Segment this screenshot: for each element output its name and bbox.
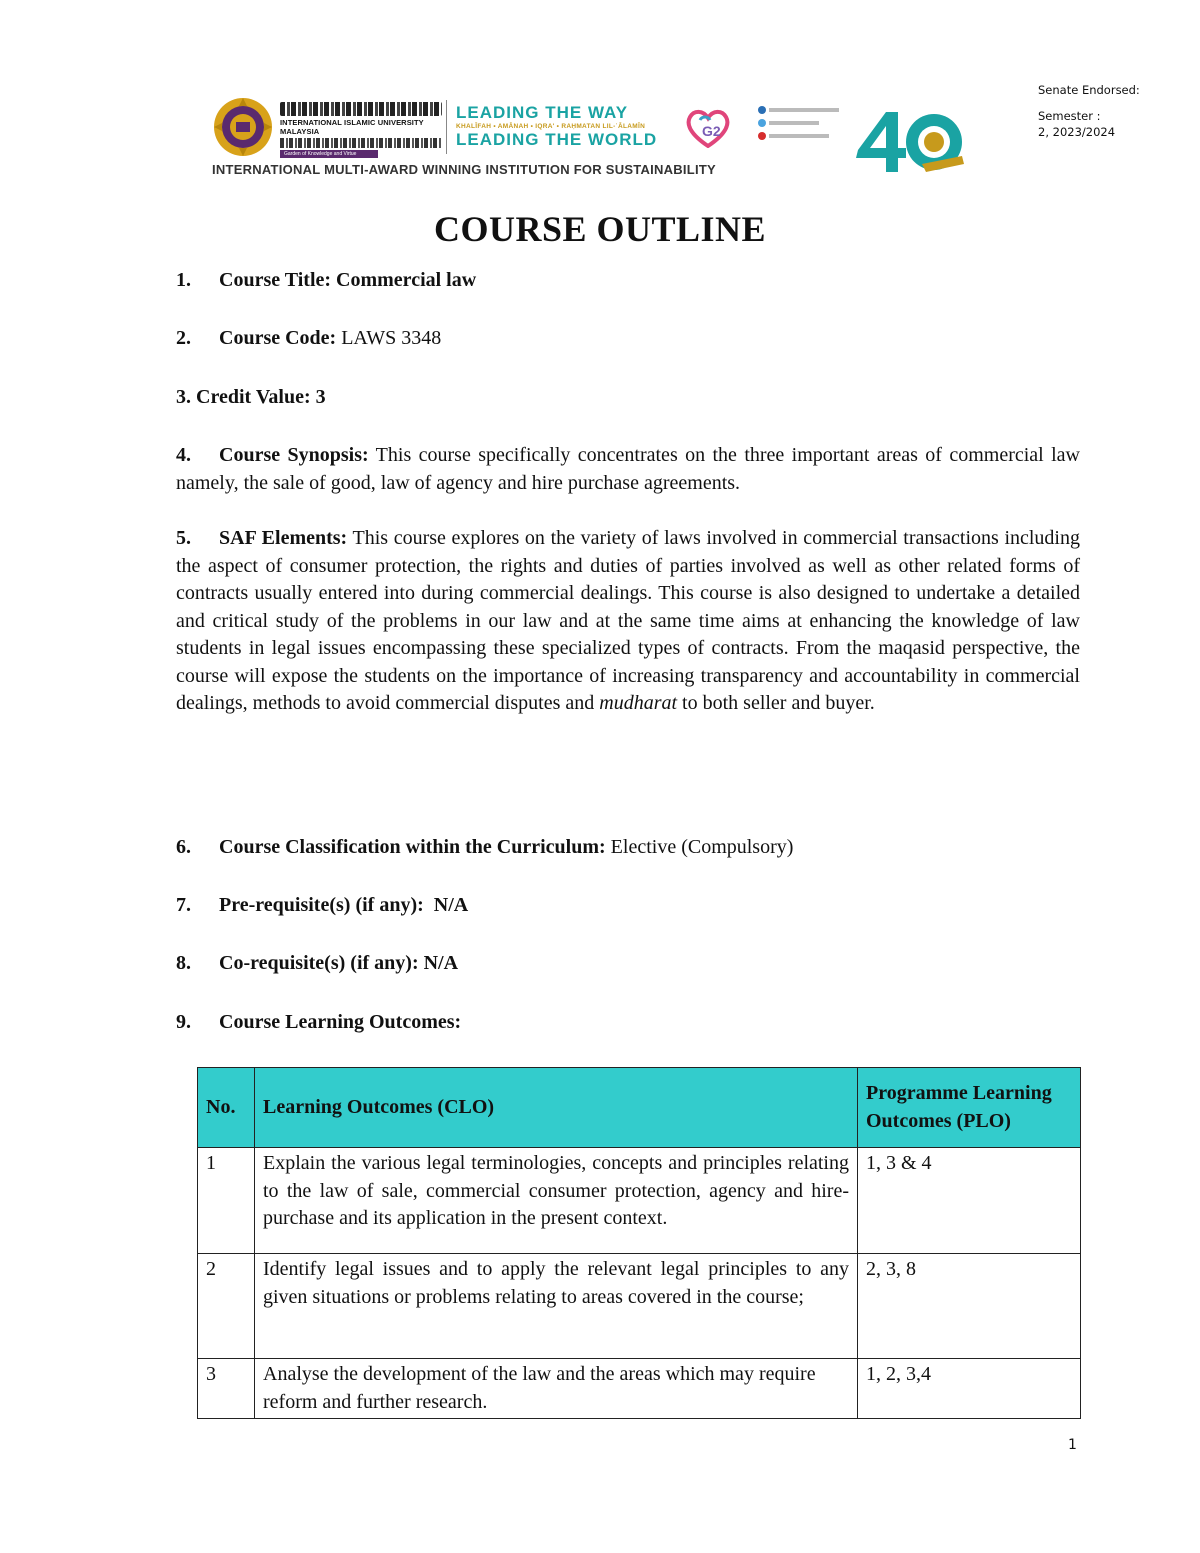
item-course-synopsis: [176, 442, 1080, 497]
classification-value: Elective (Compulsory): [605, 836, 794, 858]
banner-divider: [446, 100, 447, 154]
university-name-en: INTERNATIONAL ISLAMIC UNIVERSITY MALAYSIA: [280, 118, 424, 136]
table-row: [198, 1148, 1081, 1254]
item-credit-value: [176, 384, 1080, 412]
learning-outcomes-label: Course Learning Outcomes:: [219, 1011, 462, 1033]
item-number: 7.: [176, 894, 191, 916]
item-number: 9.: [176, 1011, 191, 1033]
table-header-row: [198, 1068, 1081, 1148]
leading-slogan: [456, 104, 657, 149]
partner-logos: [758, 106, 854, 148]
iium-emblem-icon: [212, 96, 274, 158]
item-number: 1.: [176, 269, 191, 291]
senate-endorsed-label: Senate Endorsed:: [1038, 83, 1140, 97]
row-no: 1: [198, 1148, 255, 1254]
credit-value: 3. Credit Value: 3: [176, 386, 326, 408]
row-clo: Analyse the development of the law and the areas which may require reform and further research.: [255, 1359, 858, 1419]
core-values: KHALĪFAH • AMĀNAH • IQRA' • RAḤMATAN LIL-ʿĀLAMĪN: [456, 123, 646, 130]
saf-text-end: to both seller and buyer.: [677, 692, 875, 714]
course-title: Course Title: Commercial law: [219, 269, 477, 291]
document-title: COURSE OUTLINE: [433, 209, 767, 249]
item-number: 4.: [176, 444, 191, 466]
saf-label: SAF Elements:: [219, 527, 348, 549]
row-no: 2: [198, 1254, 255, 1359]
item-saf-elements: [176, 525, 1080, 718]
arabic-name-graphic: [280, 102, 442, 116]
item-learning-outcomes: [176, 1009, 1080, 1037]
table-row: [198, 1254, 1081, 1359]
course-code-label: Course Code:: [219, 327, 337, 349]
course-code-value: LAWS 3348: [336, 327, 442, 349]
row-no: 3: [198, 1359, 255, 1419]
clo-table: [197, 1067, 1081, 1419]
g2-heart-icon: [686, 108, 730, 148]
item-number: 5.: [176, 527, 191, 549]
semester-label: Semester :: [1038, 109, 1101, 123]
institution-tagline: INTERNATIONAL MULTI-AWARD WINNING INSTITUTION FOR SUSTAINABILITY: [212, 162, 716, 177]
header-clo: Learning Outcomes (CLO): [255, 1068, 858, 1148]
prerequisite: Pre-requisite(s) (if any): N/A: [219, 894, 469, 916]
classification-label: Course Classification within the Curriculum:: [219, 836, 606, 858]
row-plo: 1, 3 & 4: [858, 1148, 1081, 1254]
synopsis-text: This course specifically concentrates on the three important areas of commercial law namely, the sale of good, law of agency and hire purchase agreements.: [176, 444, 1081, 494]
semester-value: 2, 2023/2024: [1038, 125, 1116, 139]
page-number: 1: [1068, 1437, 1077, 1453]
header-no: No.: [198, 1068, 255, 1148]
row-clo: Explain the various legal terminologies, concepts and principles relating to the law of sale, commercial consumer protection, agency and hire-purchase and its application in the present context.: [255, 1148, 858, 1254]
item-number: 8.: [176, 952, 191, 974]
row-plo: 1, 2, 3,4: [858, 1359, 1081, 1419]
item-number: 6.: [176, 836, 191, 858]
item-prerequisite: [176, 892, 1080, 920]
university-tagline: Garden of Knowledge and Virtue: [280, 150, 378, 158]
svg-text:G2: G2: [702, 123, 721, 139]
item-course-code: [176, 325, 1080, 353]
senate-endorsement: [1038, 82, 1140, 140]
item-course-classification: [176, 834, 1080, 862]
corequisite: Co-requisite(s) (if any): N/A: [219, 952, 459, 974]
table-row: [198, 1359, 1081, 1419]
university-name-block: [280, 102, 442, 157]
leading-the-way: LEADING THE WAY: [456, 103, 629, 122]
saf-italic-term: mudharat: [599, 692, 678, 714]
malay-jawi-name-graphic: [280, 138, 442, 148]
saf-text: This course explores on the variety of laws involved in commercial transactions including the aspect of consumer protection, the rights and duties of parties involved as well as other related forms of contracts usually entered into during commercial dealings. This course is also designed to undertake a detailed and critical study of the problems in our law and at the same time aims at enhancing the knowledge of law students in legal issues encompassing these specialized types of contracts. From the maqasid perspective, the course will expose the students on the importance of increasing transparency and accountability in commercial dealings, methods to avoid commercial disputes and: [176, 527, 1080, 714]
row-clo: Identify legal issues and to apply the relevant legal principles to any given situations or problems relating to areas covered in the course;: [255, 1254, 858, 1359]
leading-the-world: LEADING THE WORLD: [456, 130, 658, 149]
header-plo: Programme Learning Outcomes (PLO): [858, 1068, 1081, 1148]
header-banner: [212, 96, 972, 182]
40th-anniversary-logo-icon: [852, 106, 970, 176]
item-corequisite: [176, 950, 1080, 978]
synopsis-label: Course Synopsis:: [219, 444, 369, 466]
item-course-title: [176, 267, 1080, 295]
row-plo: 2, 3, 8: [858, 1254, 1081, 1359]
item-number: 2.: [176, 327, 191, 349]
